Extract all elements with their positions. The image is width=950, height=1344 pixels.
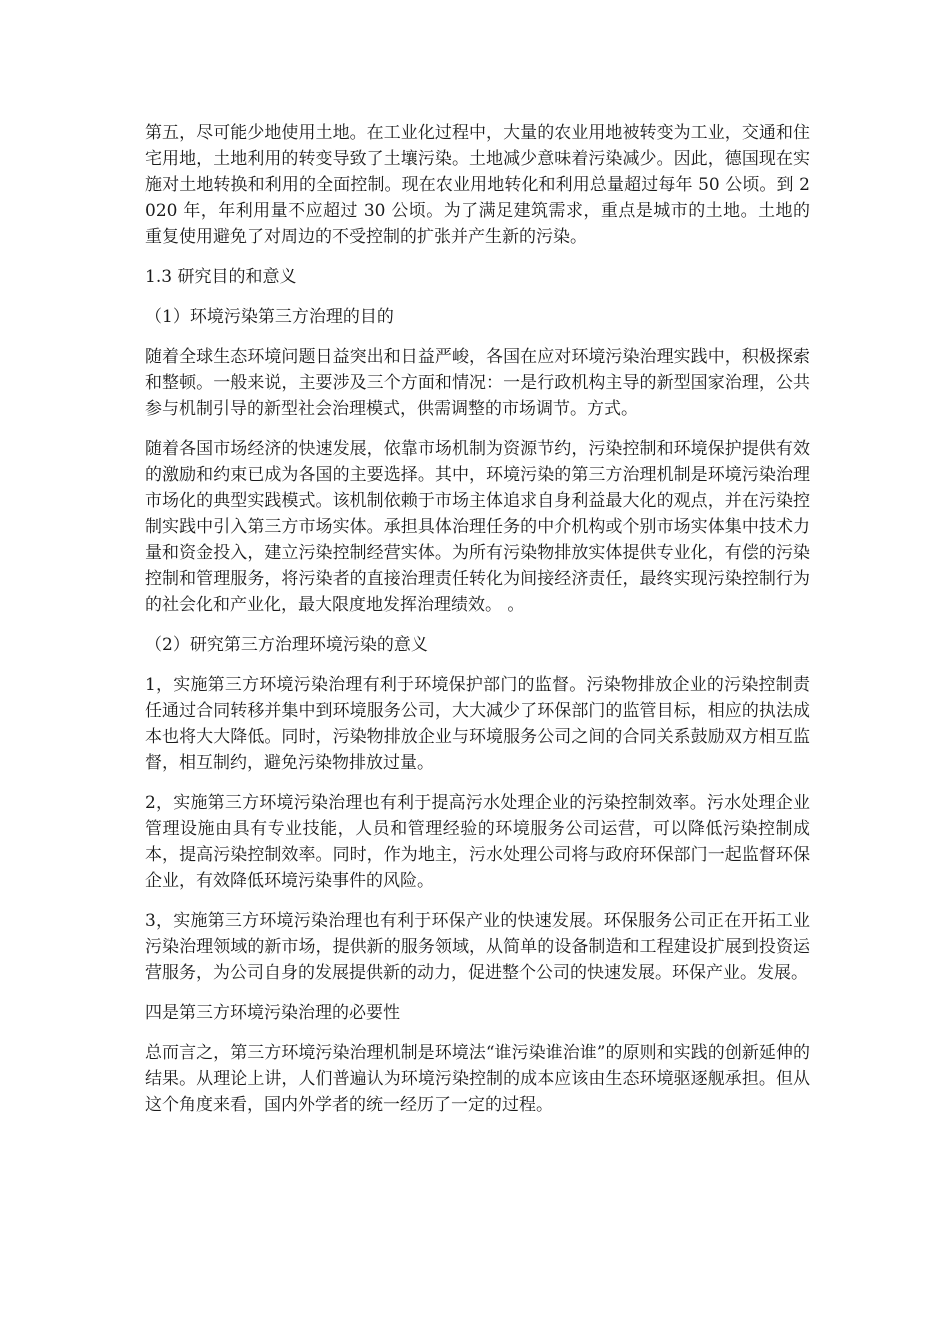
subheading-purpose: （1）环境污染第三方治理的目的 bbox=[145, 307, 394, 327]
paragraph-point-2: 2，实施第三方环境污染治理也有利于提高污水处理企业的污染控制效率。污水处理企业管理设施由具有专业技能，人员和管理经验的环境服务公司运营，可以降低污染控制成本，提高污染控制效率。同时，作为地主，污水处理公司将与政府环保部门一起监督环保企业，有效降低环境污染事件的风险。 bbox=[145, 793, 810, 891]
subheading-necessity: 四是第三方环境污染治理的必要性 bbox=[145, 1003, 400, 1023]
subheading-significance: （2）研究第三方治理环境污染的意义 bbox=[145, 635, 428, 655]
paragraph-point-3: 3，实施第三方环境污染治理也有利于环保产业的快速发展。环保服务公司正在开拓工业污染治理领域的新市场，提供新的服务领域，从简单的设备制造和工程建设扩展到投资运营服务，为公司自身的发展提供新的动力，促进整个公司的快速发展。环保产业。发展。 bbox=[145, 911, 810, 983]
paragraph-conclusion: 总而言之，第三方环境污染治理机制是环境法“谁污染谁治谁”的原则和实践的创新延伸的结果。从理论上讲，人们普遍认为环境污染控制的成本应该由生态环境驱逐舰承担。但从这个角度来看，国内外学者的统一经历了一定的过程。 bbox=[145, 1043, 810, 1115]
paragraph-point-1: 1，实施第三方环境污染治理有利于环境保护部门的监督。污染物排放企业的污染控制责任通过合同转移并集中到环境服务公司，大大减少了环保部门的监管目标，相应的执法成本也将大大降低。同时，污染物排放企业与环境服务公司之间的合同关系鼓励双方相互监督，相互制约，避免污染物排放过量。 bbox=[145, 675, 810, 773]
document-page bbox=[145, 120, 810, 1132]
paragraph-global-governance: 随着全球生态环境问题日益突出和日益严峻，各国在应对环境污染治理实践中，积极探索和整顿。一般来说，主要涉及三个方面和情况：一是行政机构主导的新型国家治理，公共参与机制引导的新型社会治理模式，供需调整的市场调节。方式。 bbox=[145, 347, 810, 419]
paragraph-market-mechanism: 随着各国市场经济的快速发展，依靠市场机制为资源节约，污染控制和环境保护提供有效的激励和约束已成为各国的主要选择。其中，环境污染的第三方治理机制是环境污染治理市场化的典型实践模式。该机制依赖于市场主体追求自身利益最大化的观点，并在污染控制实践中引入第三方市场实体。承担具体治理任务的中介机构或个别市场实体集中技术力量和资金投入，建立污染控制经营实体。为所有污染物排放实体提供专业化，有偿的污染控制和管理服务，将污染者的直接治理责任转化为间接经济责任，最终实现污染控制行为的社会化和产业化，最大限度地发挥治理绩效。 。 bbox=[145, 439, 810, 615]
section-heading-research-purpose: 1.3 研究目的和意义 bbox=[145, 267, 297, 287]
paragraph-land-use: 第五，尽可能少地使用土地。在工业化过程中，大量的农业用地被转变为工业，交通和住宅用地，土地利用的转变导致了土壤污染。土地减少意味着污染减少。因此，德国现在实施对土地转换和利用的全面控制。现在农业用地转化和利用总量超过每年 50 公顷。到 2020 年，年利用量不应超过 30 公顷。为了满足建筑需求，重点是城市的土地。土地的重复使用避免了对周边的不受控制的扩张并产生新的污染。 bbox=[145, 123, 810, 247]
